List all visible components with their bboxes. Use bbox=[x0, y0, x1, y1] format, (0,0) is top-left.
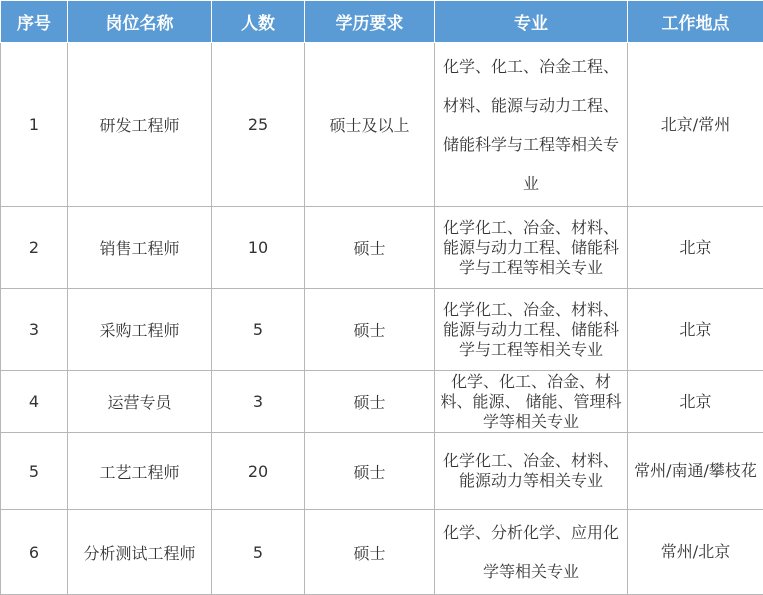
header-position: 岗位名称 bbox=[68, 1, 212, 43]
cell-major: 化学、化工、冶金、材料、能源、 储能、管理科学等相关专业 bbox=[435, 371, 628, 433]
cell-count: 3 bbox=[212, 371, 305, 433]
cell-count: 20 bbox=[212, 433, 305, 510]
cell-education: 硕士 bbox=[305, 510, 435, 595]
cell-location: 北京 bbox=[628, 289, 763, 371]
table-row bbox=[1, 510, 763, 595]
cell-count: 10 bbox=[212, 207, 305, 289]
cell-major: 化学化工、冶金、材料、能源与动力工程、储能科学与工程等相关专业 bbox=[435, 207, 628, 289]
cell-index: 3 bbox=[1, 289, 68, 371]
cell-location: 北京 bbox=[628, 371, 763, 433]
cell-position: 分析测试工程师 bbox=[68, 510, 212, 595]
cell-position: 销售工程师 bbox=[68, 207, 212, 289]
cell-major: 化学、化工、冶金工程、 材料、能源与动力工程、 储能科学与工程等相关专业 bbox=[435, 43, 628, 207]
cell-education: 硕士 bbox=[305, 371, 435, 433]
cell-major: 化学、分析化学、应用化学等相关专业 bbox=[435, 510, 628, 595]
cell-index: 1 bbox=[1, 43, 68, 207]
table-row bbox=[1, 433, 763, 510]
cell-index: 6 bbox=[1, 510, 68, 595]
cell-index: 4 bbox=[1, 371, 68, 433]
table-header-row bbox=[1, 1, 763, 43]
cell-position: 研发工程师 bbox=[68, 43, 212, 207]
cell-location: 常州/南通/攀枝花 bbox=[628, 433, 763, 510]
cell-count: 5 bbox=[212, 510, 305, 595]
cell-position: 工艺工程师 bbox=[68, 433, 212, 510]
cell-count: 25 bbox=[212, 43, 305, 207]
header-index: 序号 bbox=[1, 1, 68, 43]
cell-index: 2 bbox=[1, 207, 68, 289]
cell-location: 常州/北京 bbox=[628, 510, 763, 595]
cell-education: 硕士 bbox=[305, 433, 435, 510]
cell-position: 采购工程师 bbox=[68, 289, 212, 371]
header-education: 学历要求 bbox=[305, 1, 435, 43]
cell-position: 运营专员 bbox=[68, 371, 212, 433]
header-major: 专业 bbox=[435, 1, 628, 43]
cell-major: 化学化工、冶金、材料、能源与动力工程、储能科学与工程等相关专业 bbox=[435, 289, 628, 371]
table-row bbox=[1, 43, 763, 207]
cell-major: 化学化工、冶金、材料、能源动力等相关专业 bbox=[435, 433, 628, 510]
cell-location: 北京 bbox=[628, 207, 763, 289]
cell-education: 硕士及以上 bbox=[305, 43, 435, 207]
header-location: 工作地点 bbox=[628, 1, 763, 43]
table-row bbox=[1, 289, 763, 371]
cell-education: 硕士 bbox=[305, 289, 435, 371]
table-row bbox=[1, 207, 763, 289]
table-row bbox=[1, 371, 763, 433]
cell-index: 5 bbox=[1, 433, 68, 510]
cell-location: 北京/常州 bbox=[628, 43, 763, 207]
cell-education: 硕士 bbox=[305, 207, 435, 289]
header-count: 人数 bbox=[212, 1, 305, 43]
cell-count: 5 bbox=[212, 289, 305, 371]
